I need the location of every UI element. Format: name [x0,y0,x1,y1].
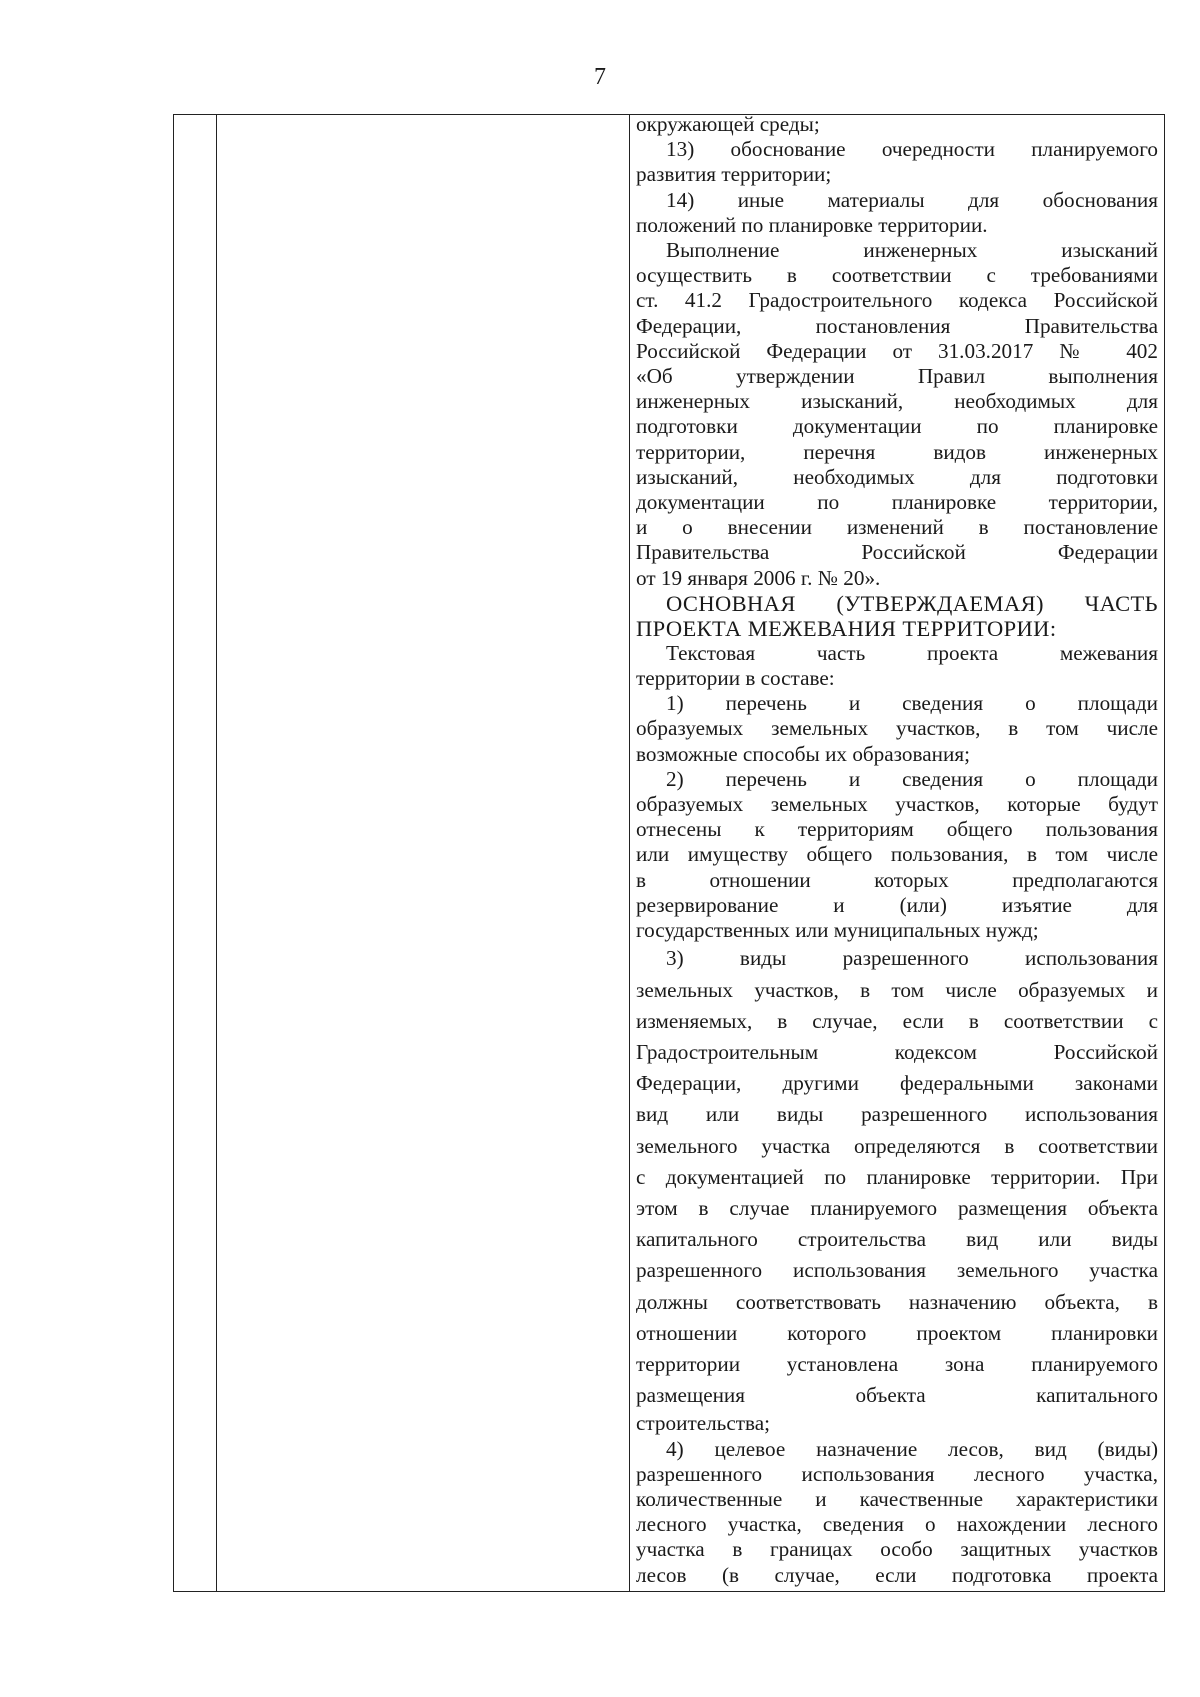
text-line: отношении которого проектом планировки [636,1320,1158,1345]
text-line: документации по планировке территории, [636,490,1158,515]
text-line: образуемых земельных участков, в том числе [636,716,1158,741]
text-line: изменяемых, в случае, если в соответствии с [636,1008,1158,1033]
text-line: земельного участка определяются в соответствии [636,1133,1158,1158]
text-line: отнесены к территориям общего пользования [636,817,1158,842]
text-line: инженерных изысканий, необходимых для [636,389,1158,414]
text-line: в отношении которых предполагаются [636,867,1158,892]
text-line: территории, перечня видов инженерных [636,439,1158,464]
text-line: 14) иные материалы для обоснования [666,187,1158,212]
text-line: «Об утверждении Правил выполнения [636,364,1158,389]
text-line: количественные и качественные характеристики [636,1486,1158,1511]
text-line: возможные способы их образования; [636,741,970,766]
text-line: разрешенного использования земельного участка [636,1258,1158,1283]
text-line: Правительства Российской Федерации [636,540,1158,565]
text-line: изысканий, необходимых для подготовки [636,464,1158,489]
text-line: 1) перечень и сведения о площади [666,691,1158,716]
text-line: 4) целевое назначение лесов, вид (виды) [666,1436,1158,1461]
text-line: окружающей среды; [636,112,820,136]
text-line: строительства; [636,1411,771,1436]
text-line: от 19 января 2006 г. № 20». [636,565,881,590]
text-line: участка в границах особо защитных участков [636,1537,1158,1562]
text-line: разрешенного использования лесного участка, [636,1461,1158,1486]
text-line: резервирование и (или) изъятие для [636,892,1158,917]
section-heading: ПРОЕКТА МЕЖЕВАНИЯ ТЕРРИТОРИИ: [636,615,1057,641]
text-line: 3) виды разрешенного использования [666,946,1158,971]
text-line: территории установлена зона планируемого [636,1351,1158,1376]
text-line: подготовки документации по планировке [636,414,1158,439]
text-line: Федерации, постановления Правительства [636,313,1158,338]
text-line: капитального строительства вид или виды [636,1227,1158,1252]
table-cell-text [636,112,1158,1588]
document-table [173,114,1165,1592]
text-line: образуемых земельных участков, которые будут [636,792,1158,817]
text-line: развития территории; [636,162,832,187]
text-line: положений по планировке территории. [636,212,988,237]
text-line: Выполнение инженерных изысканий [666,238,1158,263]
text-line: размещения объекта капитального [636,1383,1158,1408]
text-line: 13) обоснование очередности планируемого [666,137,1158,162]
text-line: Российской Федерации от 31.03.2017 № 402 [636,338,1158,363]
text-line: лесов (в случае, если подготовка проекта [636,1562,1158,1587]
text-line: или имуществу общего пользования, в том числе [636,842,1158,867]
column-divider [216,115,217,1591]
text-line: Текстовая часть проекта межевания [666,640,1158,665]
text-line: вид или виды разрешенного использования [636,1102,1158,1127]
text-line: и о внесении изменений в постановление [636,515,1158,540]
text-line: должны соответствовать назначению объекта, в [636,1289,1158,1314]
text-line: территории в составе: [636,666,835,691]
text-line: 2) перечень и сведения о площади [666,766,1158,791]
page-number: 7 [594,64,606,90]
text-line: Градостроительным кодексом Российской [636,1039,1158,1064]
text-line: лесного участка, сведения о нахождении лесного [636,1512,1158,1537]
text-line: ст. 41.2 Градостроительного кодекса Российской [636,288,1158,313]
text-line: земельных участков, в том числе образуемых и [636,977,1158,1002]
text-line: этом в случае планируемого размещения объекта [636,1195,1158,1220]
text-line: государственных или муниципальных нужд; [636,918,1039,943]
column-divider [629,115,630,1591]
text-line: осуществить в соответствии с требованиями [636,263,1158,288]
text-line: Федерации, другими федеральными законами [636,1071,1158,1096]
text-line: с документацией по планировке территории. При [636,1164,1158,1189]
section-heading: ОСНОВНАЯ (УТВЕРЖДАЕМАЯ) ЧАСТЬ [666,590,1158,616]
